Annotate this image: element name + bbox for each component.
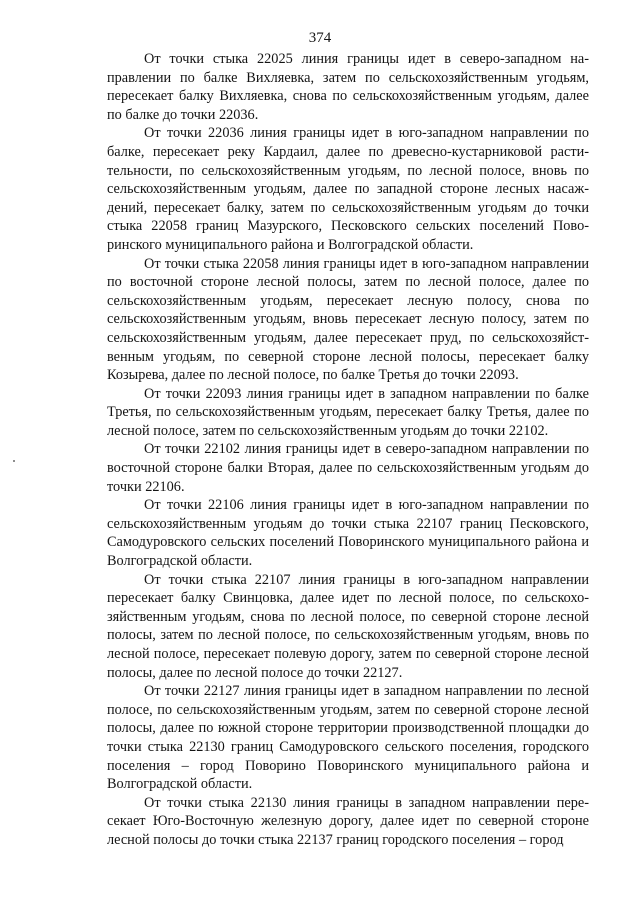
scan-speck [13,460,15,462]
paragraph: От точки 22127 линия границы идет в западном направлении по лесной полосе, по сельскохозяйственным угодьям, затем по северной стороне лесной полосы, далее по южной стороне территории производственной площадки до точки стыка 22130 границ Самодуровского сельского поселения, городского поселения – город Поворино Поворинского муниципального района и Волгоградской области. [107,683,589,793]
paragraph: От точки 22102 линия границы идет в северо-западном направлении по восточной стороне балки Вторая, далее по сельскохозяйственным угодьям до точки 22106. [107,441,589,495]
paragraph: От точки стыка 22107 линия границы в юго-западном направлении пересекает балку Свинцовка, далее идет по лесной полосе, по сельскохозяйственным угодьям, снова по лесной полосе, по северной стороне лесной полосы, затем по лесной полосе, по сельскохозяйственным угодьям, вновь по лесной полосе, пересекает полевую дорогу, затем по северной стороне лесной полосы, далее по лесной полосе до точки 22127. [107,571,589,681]
document-body [107,50,589,850]
paragraph: От точки стыка 22130 линия границы в западном направлении пересекает Юго-Восточную железную дорогу, далее идет по северной стороне лесной полосы до точки стыка 22137 границ городского поселения – город [107,794,589,848]
paragraph: От точки стыка 22058 линия границы идет в юго-западном направлении по восточной стороне лесной полосы, затем по лесной полосе, далее по сельскохозяйственным угодьям, пересекает лесную полосу, снова по сельскохозяйственным угодьям, вновь пересекает лесную полосу, затем по сельскохозяйственным угодьям, далее пересекает пруд, по сельскохозяйственным угодьям, по северной стороне лесной полосы, пересекает балку Козырева, далее по лесной полосе, по балке Третья до точки 22093. [107,255,589,384]
paragraph: От точки 22036 линия границы идет в юго-западном направлении по балке, пересекает реку Кардаил, далее по древесно-кустарниковой растительности, по сельскохозяйственным угодьям, по лесной полосе, вновь по сельскохозяйственным угодьям, далее по западной стороне лесных насаждений, пересекает балку, затем по сельскохозяйственным угодьям до точки стыка 22058 границ Мазурского, Песковского сельских поселений Поворинского муниципального района и Волгоградской области. [107,125,589,253]
paragraph: От точки 22093 линия границы идет в западном направлении по балке Третья, по сельскохозяйственным угодьям, пересекает балку Третья, далее по лесной полосе, затем по сельскохозяйственным угодьям до точки 22102. [107,385,589,439]
paragraph: От точки 22106 линия границы идет в юго-западном направлении по сельскохозяйственным угодьям до точки стыка 22107 границ Песковского, Самодуровского сельских поселений Поворинского муниципального района и Волгоградской области. [107,497,589,570]
page-number: 374 [308,30,332,46]
paragraph: От точки стыка 22025 линия границы идет в северо-западном направлении по балке Вихляевка, затем по сельскохозяйственным угодьям, пересекает балку Вихляевка, снова по сельскохозяйственным угодьям, далее по балке до точки 22036. [107,51,589,123]
